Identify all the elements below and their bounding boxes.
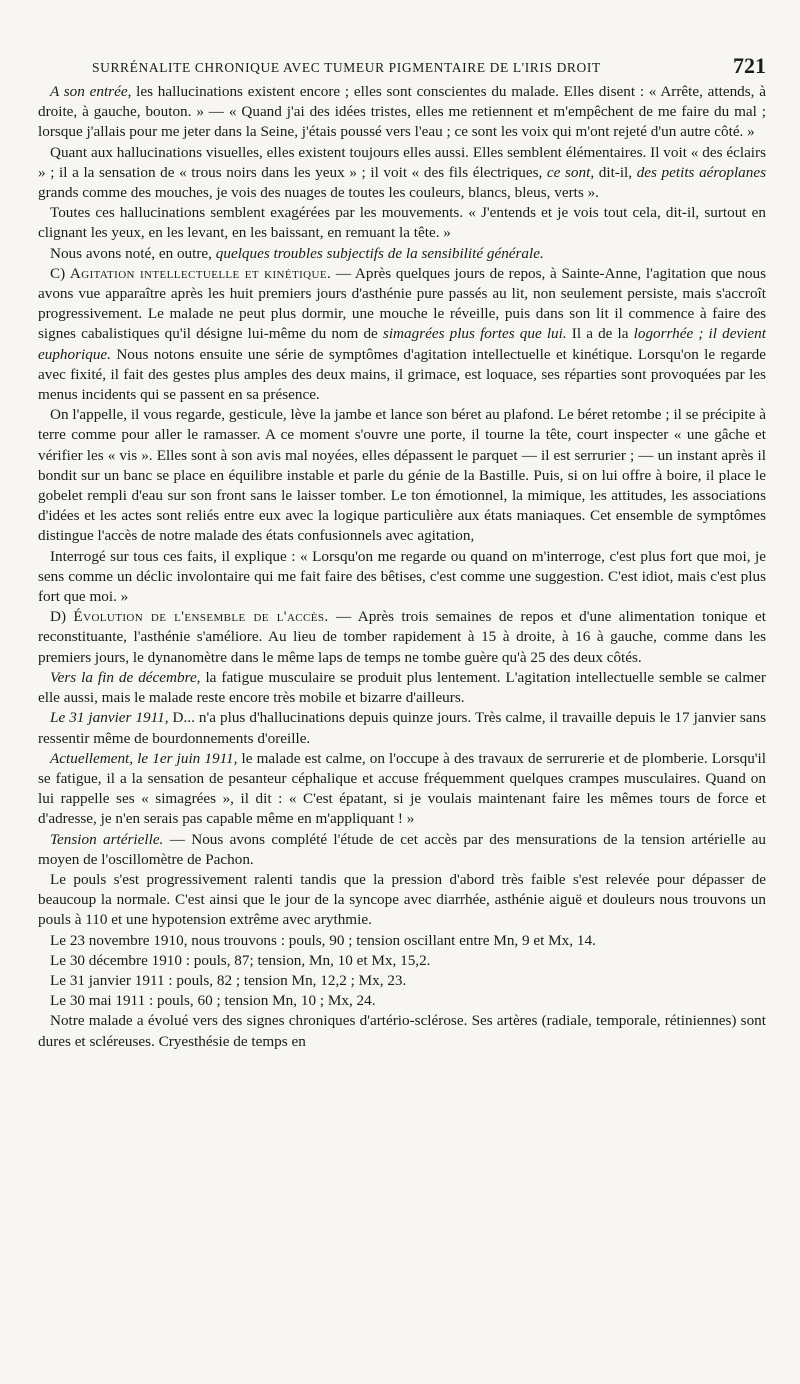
italic-text: Vers la fin de décembre, xyxy=(50,668,201,686)
italic-text: simagrées plus fortes que lui. xyxy=(382,325,567,343)
text-run: D... n'a plus d'hallucinations depuis quinze jours. Très calme, il travaille depuis le 17 janvier sans ressentir même de bourdonnements d'oreille. xyxy=(38,709,766,747)
paragraph xyxy=(38,203,766,243)
section-heading: Agitation intellectuelle et kinétique. xyxy=(69,264,332,282)
body-text xyxy=(38,82,766,1052)
paragraph xyxy=(38,931,766,951)
text-run: Notre malade a évolué vers des signes chroniques d'artério-sclérose. Ses artères (radiale, temporale, rétiniennes) sont dures et scléreuses. Cryesthésie de temps en xyxy=(38,1012,766,1050)
paragraph xyxy=(38,830,766,870)
italic-text: quelques troubles subjectifs de la sensibilité générale. xyxy=(215,244,544,262)
text-run: — Après quelques jours de repos, à Sainte-Anne, l'agitation que nous avons vue apparaître après les huit premiers jours d'asthénie pure passés au lit, non seulement persiste, mais s'accroît progressivement. Le malade ne peut plus dormir, une mouche le réveille, puis dans son lit il commence à faire des signes cabalistiques qu'il désigne lui-même du nom de xyxy=(38,264,767,343)
measurement-line: Le 31 janvier 1911 : pouls, 82 ; tension Mn, 12,2 ; Mx, 23. xyxy=(50,971,407,989)
section-heading: Évolution de l'ensemble de l'accès. xyxy=(73,608,329,626)
text-run: Le pouls s'est progressivement ralenti tandis que la pression d'abord très faible s'est relevée pour dépasser de beaucoup la normale. C'est ainsi que le jour de la syncope avec diarrhée, asthénie aiguë et douleurs nous trouvons un pouls à 110 et une hypotension extrême avec arythmie. xyxy=(38,870,766,929)
text-run: la fatigue musculaire se produit plus lentement. L'agitation intellectuelle semble se calmer elle aussi, mais le malade reste encore très mobile et bizarre d'ailleurs. xyxy=(38,668,766,707)
paragraph xyxy=(38,708,766,748)
paragraph xyxy=(38,870,766,931)
paragraph xyxy=(38,264,766,405)
text-run: le malade est calme, on l'occupe à des travaux de serrurerie et de plomberie. Lorsqu'il se fatigue, il a la sensation de pesanteur céphalique et accuse fréquemment quelques crampes musculaires. Quand on lui rappelle ses « simagrées », il dit : « C'est épatant, si je voulais maintenant faire les mêmes tours de force et d'adresse, je n'en serais pas capable même en m'appliquant ! » xyxy=(38,749,766,828)
italic-text: logorrhée ; il devient euphorique. xyxy=(38,325,766,363)
italic-text: Tension artérielle. xyxy=(50,830,164,848)
paragraph xyxy=(38,547,766,608)
measurement-list xyxy=(38,951,766,1012)
closing-paragraph-list xyxy=(38,1011,766,1051)
paragraph xyxy=(38,82,766,143)
text-run: , les hallucinations existent encore ; elles sont conscientes du malade. Elles disent : « Arrête, attends, à droite, à gauche, bouton. » — « Quand j'ai des idées tristes, elles me retiennent et m'empêchent de me faire du mal ; lorsque j'allais pour me jeter dans la Seine, j'étais poussé vers l'eau ; ce sont les voix qui m'ont rejeté d'un autre côté. » xyxy=(38,83,766,141)
text-run: grands comme des mouches, je vois des nuages de toutes les couleurs, blancs, bleus, verts ». xyxy=(38,184,599,202)
text-run: D) xyxy=(50,608,74,626)
text-run: Nous avons noté, en outre, xyxy=(50,244,216,262)
italic-text: Le 31 janvier 1911, xyxy=(50,709,169,727)
text-run: C) xyxy=(50,264,70,282)
paragraph-list xyxy=(38,82,766,951)
page-number: 721 xyxy=(733,53,766,78)
text-run: Il a de la xyxy=(566,325,634,343)
paragraph xyxy=(38,607,766,668)
text-run: Le 23 novembre 1910, nous trouvons : pouls, 90 ; tension oscillant entre Mn, 9 et Mx, 14. xyxy=(50,931,596,949)
italic-text: A son entrée xyxy=(50,83,128,100)
paragraph xyxy=(38,668,766,708)
running-title: SURRÉNALITE CHRONIQUE AVEC TUMEUR PIGMENTAIRE DE L'IRIS DROIT xyxy=(92,60,601,75)
paragraph xyxy=(38,1011,766,1051)
measurement-line: Le 30 mai 1911 : pouls, 60 ; tension Mn, 10 ; Mx, 24. xyxy=(50,992,376,1010)
text-run: — Après trois semaines de repos et d'une alimentation tonique et reconstituante, l'asthénie s'améliore. Au lieu de tomber rapidement à 15 à droite, à 16 à gauche, comme dans les premiers jours, le dynanomètre dans le même laps de temps ne tombe guère qu'à 25 des deux côtés. xyxy=(38,608,767,666)
measurement-line: Le 30 décembre 1910 : pouls, 87; tension, Mn, 10 et Mx, 15,2. xyxy=(50,951,431,969)
paragraph xyxy=(38,405,766,546)
paragraph xyxy=(38,143,766,204)
italic-text: des petits aéroplanes xyxy=(636,163,767,181)
text-run: Quant aux hallucinations visuelles, elles existent toujours elles aussi. Elles semblent élémentaires. Il voit « des éclairs » ; il a la sensation de « trous noirs dans les yeux » ; il voit « des fils électriques, xyxy=(38,143,766,181)
text-run: Interrogé sur tous ces faits, il explique : « Lorsqu'on me regarde ou quand on m'interroge, c'est plus fort que moi, je sens comme un déclic involontaire qui me fait faire des bêtises, c'est comme une suggestion. C'est idiot, mais c'est plus fort que moi. » xyxy=(38,547,766,606)
text-run: dit-il, xyxy=(594,163,637,181)
paragraph xyxy=(38,749,766,830)
text-run: Toutes ces hallucinations semblent exagérées par les mouvements. « J'entends et je vois tout cela, dit-il, surtout en clignant les yeux, en les levant, en les baissant, en remuant la tête. » xyxy=(38,204,766,242)
page-header xyxy=(38,50,766,82)
text-run: On l'appelle, il vous regarde, gesticule, lève la jambe et lance son béret au plafond. Le béret retombe ; il se précipite à terre comme pour aller le ramasser. A ce moment s'ouvre une porte, il tourne la tête, court inspecter « une gâche et vérifier les « vis ». Elles sont à son avis mal noyées, elles dépassent le parquet — il est serrurier ; — un instant après il bondit sur un banc se place en équilibre instable et parle du génie de la Bastille. Puis, si on lui offre à boire, il place le gobelet rempli d'eau sur son front sans le laisser tomber. Le ton émotionnel, la mimique, les attitudes, les associations d'idées et les actes sont reliés entre eux avec la logique particulière aux états maniaques. Cet ensemble de symptômes distingue l'accès de notre malade des états confusionnels avec agitation, xyxy=(38,406,766,545)
italic-text: ce sont, xyxy=(546,163,595,181)
italic-text: Actuellement, le 1er juin 1911, xyxy=(50,749,238,767)
text-run: Nous notons ensuite une série de symptômes d'agitation intellectuelle et kinétique. Lorsqu'on le regarde avec fixité, il fait des gestes plus amples des deux mains, il grimace, est loquace, ses réparties sont provoquées par les menus incidents qui se passent en sa présence. xyxy=(38,345,766,404)
text-run: — Nous avons complété l'étude de cet accès par des mensurations de la tension artérielle au moyen de l'oscillomètre de Pachon. xyxy=(38,830,766,868)
paragraph xyxy=(38,244,766,264)
